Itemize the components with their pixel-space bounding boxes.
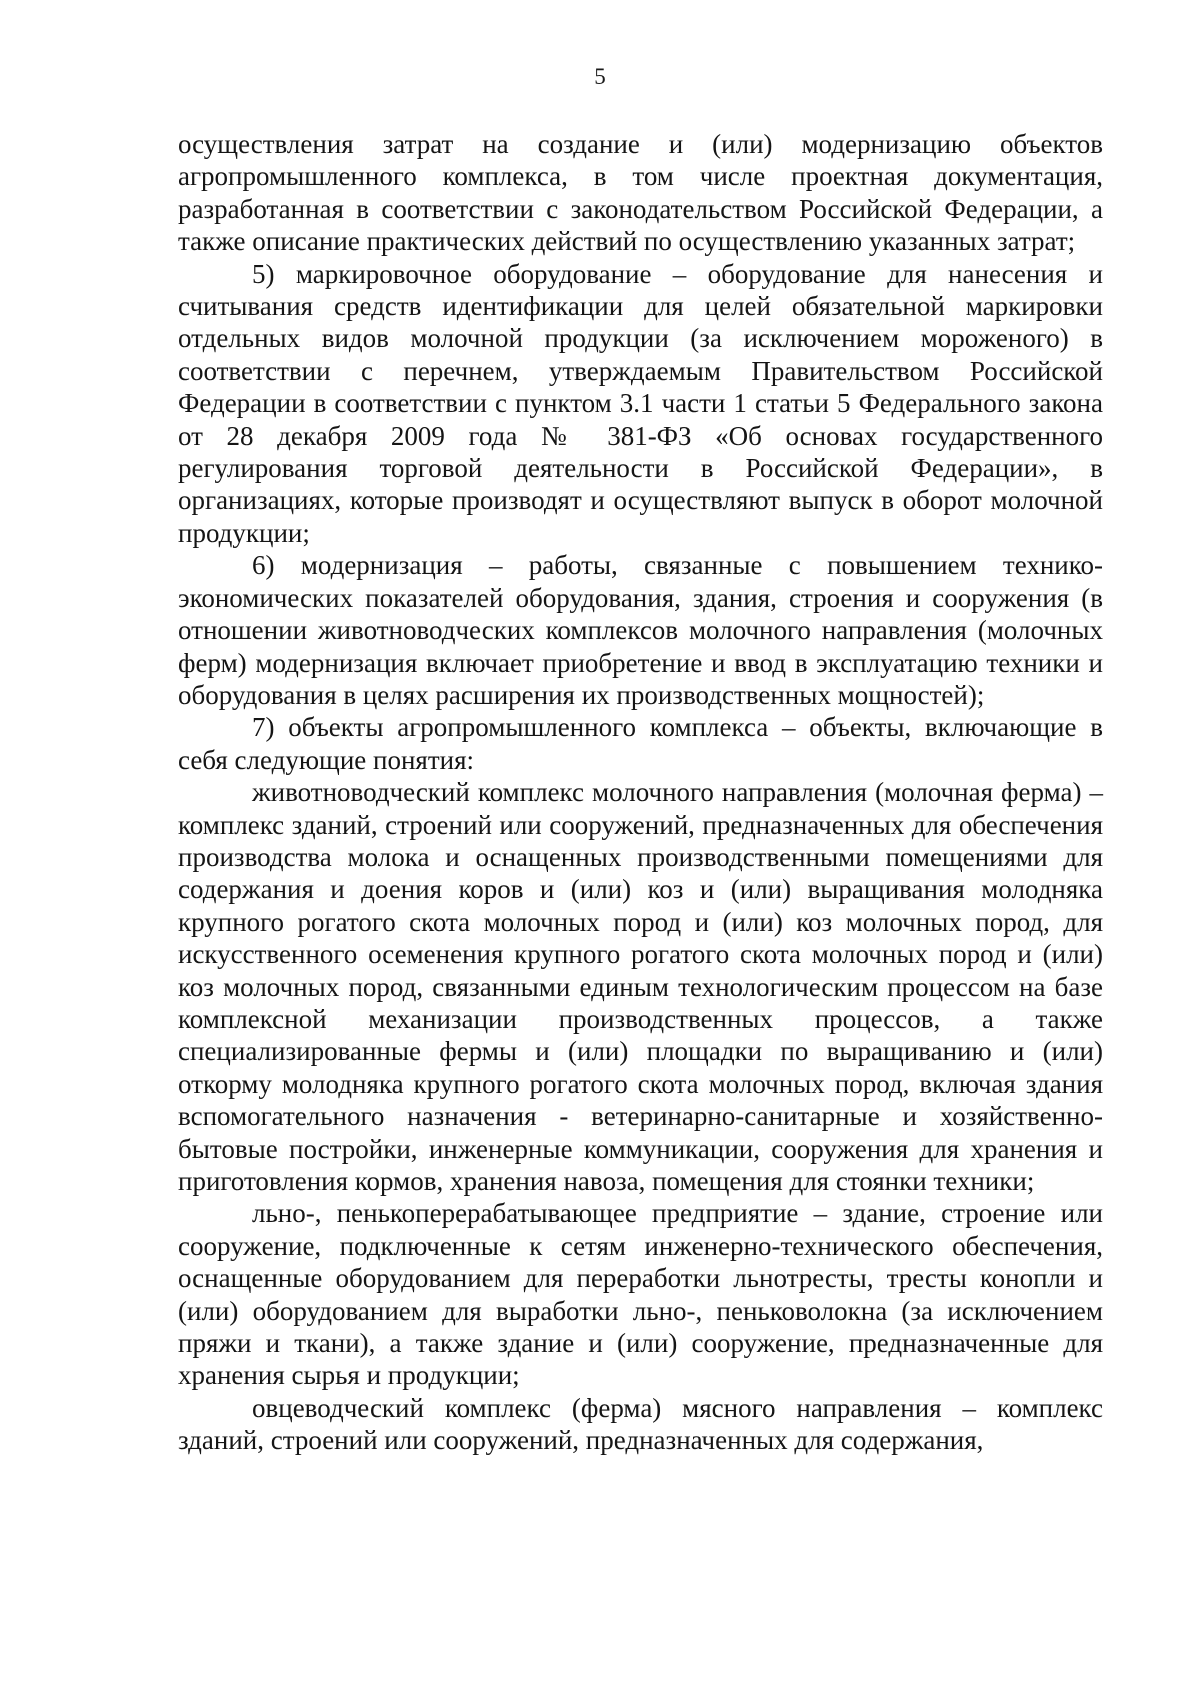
paragraph-item-6: 6) модернизация – работы, связанные с повышением технико-экономических показателей оборудования, здания, строения и сооружения (в отношении животноводческих комплексов молочного направления (молочных ферм) модернизация включает приобретение и ввод в эксплуатацию техники и оборудования в целях расширения их производственных мощностей); (178, 550, 1103, 710)
paragraph-dairy-complex: животноводческий комплекс молочного направления (молочная ферма) – комплекс зданий, строений или сооружений, предназначенных для обеспечения производства молока и оснащенных производственными помещениями для содержания и доения коров и (или) коз и (или) выращивания молодняка крупного рогатого скота молочных пород и (или) коз молочных пород, для искусственного осеменения крупного рогатого скота молочных пород и (или) коз молочных пород, связанными единым технологическим процессом на базе комплексной механизации производственных процессов, а также специализированные фермы и (или) площадки по выращиванию и (или) откорму молодняка крупного рогатого скота молочных пород, включая здания вспомогательного назначения - ветеринарно-санитарные и хозяйственно-бытовые постройки, инженерные коммуникации, сооружения для хранения и приготовления кормов, хранения навоза, помещения для стоянки техники; (178, 777, 1103, 1196)
paragraph-flax-hemp-enterprise: льно-, пенькоперерабатывающее предприятие – здание, строение или сооружение, подключенные к сетям инженерно-технического обеспечения, оснащенные оборудованием для переработки льнотресты, тресты конопли и (или) оборудованием для выработки льно-, пеньковолокна (за исключением пряжи и ткани), а также здание и (или) сооружение, предназначенные для хранения сырья и продукции; (178, 1198, 1103, 1391)
document-body (178, 128, 1103, 1457)
paragraph-item-7: 7) объекты агропромышленного комплекса – объекты, включающие в себя следующие понятия: (178, 712, 1103, 775)
paragraph-item-5: 5) маркировочное оборудование – оборудование для нанесения и считывания средств идентификации для целей обязательной маркировки отдельных видов молочной продукции (за исключением мороженого) в соответствии с перечнем, утверждаемым Правительством Российской Федерации в соответствии с пунктом 3.1 части 1 статьи 5 Федерального закона от 28 декабря 2009 года № 381-ФЗ «Об основах государственного регулирования торговой деятельности в Российской Федерации», в организациях, которые производят и осуществляют выпуск в оборот молочной продукции; (178, 258, 1103, 548)
paragraph-sheep-complex: овцеводческий комплекс (ферма) мясного направления – комплекс зданий, строений или сооружений, предназначенных для содержания, (178, 1392, 1103, 1456)
page-number: 5 (594, 64, 606, 89)
paragraph-intro-continuation: осуществления затрат на создание и (или) модернизацию объектов агропромышленного комплекса, в том числе проектная документация, разработанная в соответствии с законодательством Российской Федерации, а также описание практических действий по осуществлению указанных затрат; (178, 129, 1103, 257)
